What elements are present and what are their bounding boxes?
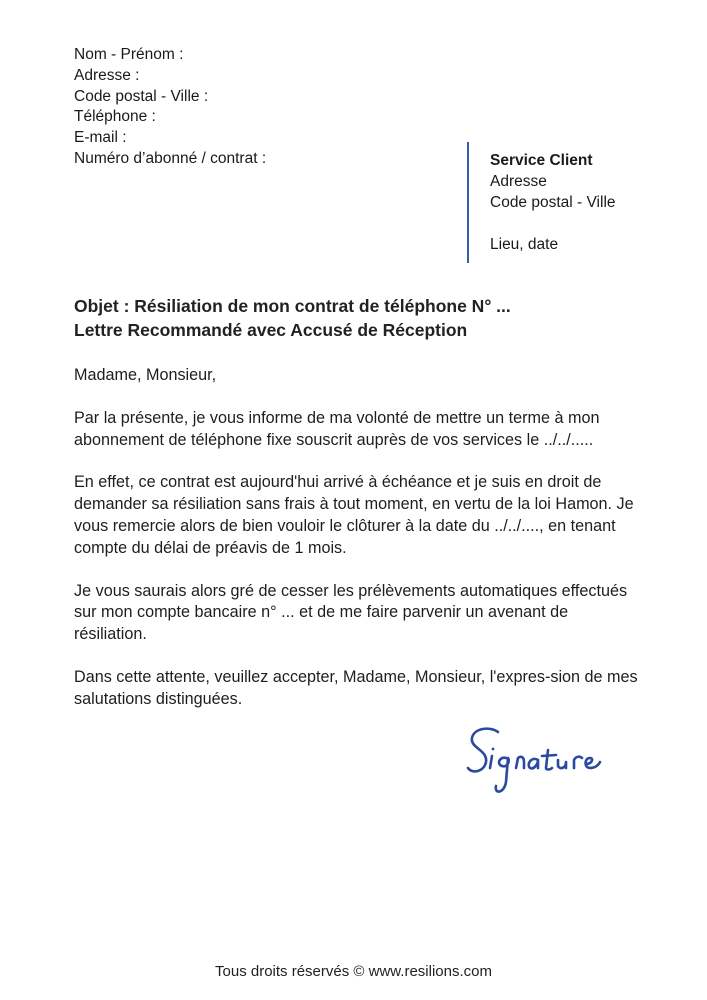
recipient-name: Service Client: [490, 152, 593, 169]
sender-email-line: E-mail :: [74, 129, 127, 147]
recipient-address: Adresse: [490, 173, 547, 190]
paragraph-closing: Dans cette attente, veuillez accepter, Madame, Monsieur, l'expres-sion de mes salutations distinguées.: [74, 667, 638, 708]
letter-object: [74, 294, 511, 342]
object-line-delivery: Lettre Recommandé avec Accusé de Réception: [74, 320, 468, 340]
sender-city-line: Code postal - Ville :: [74, 87, 209, 105]
paragraph-justification: En effet, ce contrat est aujourd'hui arrivé à échéance et je suis en droit de demander sa résiliation sans frais à tout moment, en vertu de la loi Hamon. Je vous remercie alors de bien vouloir le clôturer à la date du ../../...., en tenant compte du délai de préavis de 1 mois.: [74, 473, 634, 557]
footer-copyright: Tous droits réservés © www.resilions.com: [215, 963, 492, 980]
sender-name-line: Nom - Prénom :: [74, 46, 184, 63]
recipient-spacer: [490, 213, 616, 234]
object-line-subject: Objet : Résiliation de mon contrat de téléphone N° ...: [74, 296, 511, 316]
signature-image: [462, 722, 638, 804]
greeting: Madame, Monsieur,: [74, 366, 217, 384]
recipient-divider: [467, 142, 469, 263]
recipient-block: [490, 150, 616, 255]
sender-phone-line: Téléphone :: [74, 108, 156, 126]
letter-body: [74, 365, 644, 732]
place-date: Lieu, date: [490, 236, 559, 253]
sender-block: [74, 45, 266, 170]
paragraph-intent: Par la présente, je vous informe de ma volonté de mettre un terme à mon abonnement de téléphone fixe souscrit auprès de vos services le ../../.....: [74, 408, 600, 449]
recipient-city: Code postal - Ville: [490, 194, 616, 211]
sender-address-line: Adresse :: [74, 66, 140, 84]
paragraph-payments: Je vous saurais alors gré de cesser les prélèvements automatiques effectués sur mon compte bancaire n° ... et de me faire parvenir un avenant de résiliation.: [74, 581, 628, 644]
sender-contract-line: Numéro d’abonné / contrat :: [74, 149, 267, 167]
